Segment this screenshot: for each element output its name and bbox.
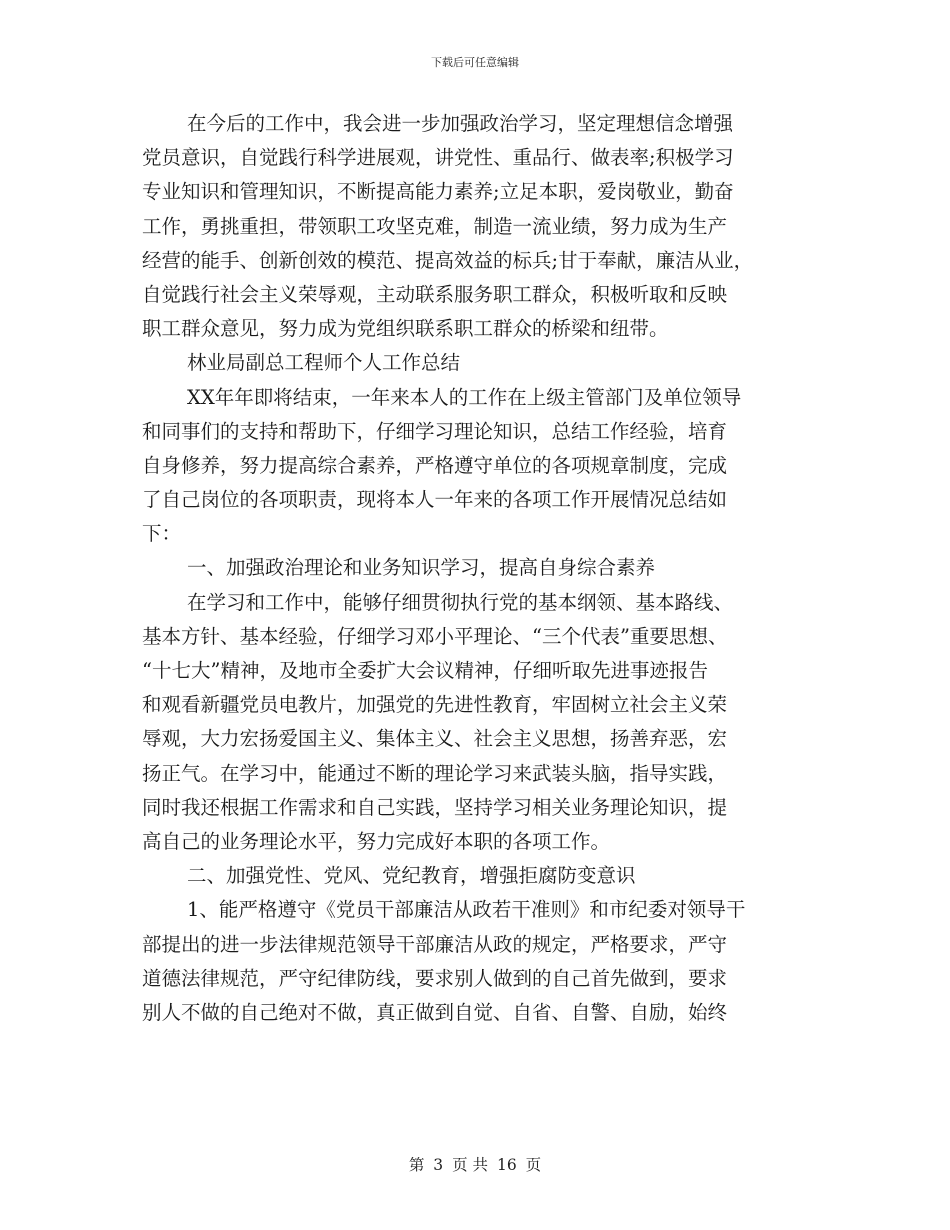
total-pages: 16 — [496, 1156, 517, 1174]
text-line: 职工群众意见，努力成为党组织联系职工群众的桥梁和纽带。 — [142, 317, 669, 341]
page-header: 下载后可任意编辑 — [431, 56, 519, 69]
text-line: 专业知识和管理知识，不断提高能力素养;立足本职，爱岗敬业，勤奋 — [142, 180, 734, 204]
text-line: 工作，勇挑重担，带领职工攻坚克难，制造一流业绩，努力成为生产 — [142, 214, 728, 238]
text-line: 自觉践行社会主义荣辱观，主动联系服务职工群众，积极听取和反映 — [142, 282, 728, 306]
text-line: 自身修养，努力提高综合素养，严格遵守单位的各项规章制度，完成 — [142, 453, 728, 477]
text-line: 了自己岗位的各项职责，现将本人一年来的各项工作开展情况总结如 — [142, 488, 728, 512]
text-line: 辱观，大力宏扬爱国主义、集体主义、社会主义思想，扬善弃恶，宏 — [142, 727, 728, 751]
text-line: 和同事们的支持和帮助下，仔细学习理论知识，总结工作经验，培育 — [142, 419, 728, 443]
text-line: “十七大”精神，及地市全委扩大会议精神，仔细听取先进事迹报告 — [142, 659, 708, 682]
text-line: 和观看新疆党员电教片，加强党的先进性教育，牢固树立社会主义荣 — [142, 693, 728, 717]
text-line: 道德法律规范，严守纪律防线，要求别人做到的自己首先做到，要求 — [142, 966, 728, 990]
section-heading: 二、加强党性、党风、党纪教育，增强拒腐防变意识 — [187, 864, 636, 888]
section-title: 林业局副总工程师个人工作总结 — [187, 351, 461, 375]
text-line: 部提出的进一步法律规范领导干部廉洁从政的规定，严格要求，严守 — [142, 932, 728, 956]
text-line: 在今后的工作中，我会进一步加强政治学习，坚定理想信念增强 — [187, 112, 734, 135]
footer-suffix: 页 — [525, 1156, 542, 1174]
text-line: 同时我还根据工作需求和自己实践，坚持学习相关业务理论知识，提 — [142, 795, 728, 819]
text-line: 党员意识，自觉践行科学进展观，讲党性、重品行、做表率;积极学习 — [142, 146, 734, 170]
text-line: XX年年即将结束，一年来本人的工作在上级主管部门及单位领导 — [187, 385, 742, 409]
document-body — [142, 107, 814, 1030]
text-line: 1、能严格遵守《党员干部廉洁从政若干准则》和市纪委对领导干 — [187, 898, 746, 922]
text-line: 下： — [142, 522, 182, 546]
text-line: 高自己的业务理论水平，努力完成好本职的各项工作。 — [142, 829, 611, 853]
text-line: 扬正气。在学习中，能通过不断的理论学习来武装头脑，指导实践， — [142, 761, 728, 785]
footer-middle: 页 共 — [452, 1156, 489, 1174]
footer-prefix: 第 — [408, 1156, 425, 1174]
text-line: 经营的能手、创新创效的模范、提高效益的标兵;甘于奉献，廉洁从业， — [142, 248, 754, 272]
text-line: 别人不做的自己绝对不做，真正做到自觉、自省、自警、自励，始终 — [142, 1000, 728, 1024]
page-footer — [0, 1153, 950, 1175]
text-line: 在学习和工作中，能够仔细贯彻执行党的基本纲领、基本路线、 — [187, 590, 734, 614]
page-number: 3 — [433, 1156, 444, 1174]
section-heading: 一、加强政治理论和业务知识学习，提高自身综合素养 — [187, 556, 656, 580]
text-line: 基本方针、基本经验，仔细学习邓小平理论、“三个代表”重要思想、 — [142, 624, 728, 648]
